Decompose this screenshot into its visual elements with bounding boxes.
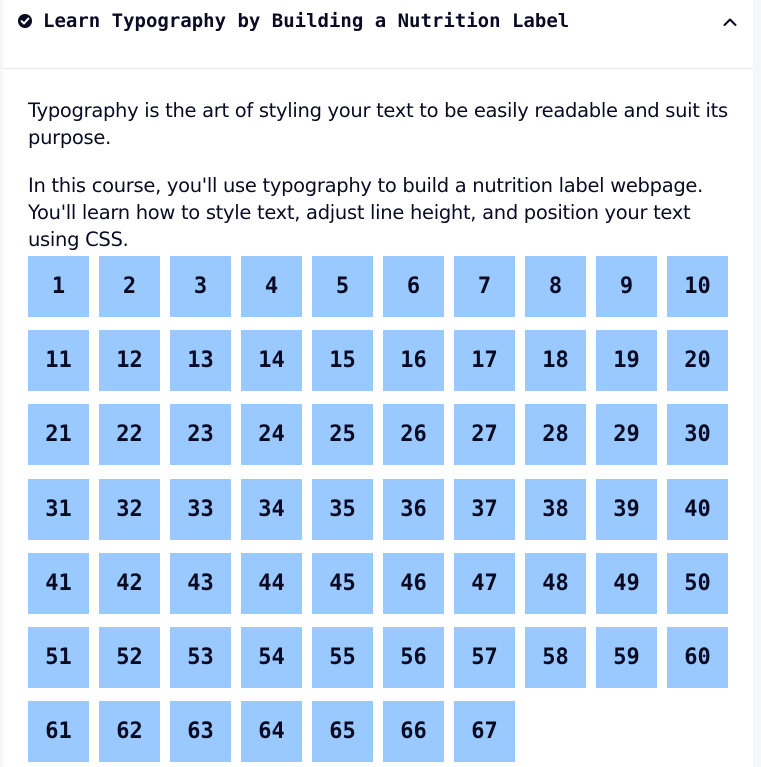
step-button[interactable]: 65 bbox=[312, 701, 373, 762]
step-button[interactable]: 19 bbox=[596, 330, 657, 391]
step-button[interactable]: 35 bbox=[312, 479, 373, 540]
challenge-title[interactable]: Learn Typography by Building a Nutrition Label bbox=[43, 10, 570, 32]
step-button[interactable]: 10 bbox=[667, 256, 728, 317]
step-button[interactable]: 27 bbox=[454, 404, 515, 465]
step-button[interactable]: 30 bbox=[667, 404, 728, 465]
step-button[interactable]: 54 bbox=[241, 627, 302, 688]
step-button[interactable]: 20 bbox=[667, 330, 728, 391]
step-button[interactable]: 46 bbox=[383, 553, 444, 614]
step-button[interactable]: 13 bbox=[170, 330, 231, 391]
step-button[interactable]: 45 bbox=[312, 553, 373, 614]
step-button[interactable]: 33 bbox=[170, 479, 231, 540]
step-button[interactable]: 16 bbox=[383, 330, 444, 391]
step-button[interactable]: 51 bbox=[28, 627, 89, 688]
step-button[interactable]: 7 bbox=[454, 256, 515, 317]
challenge-panel bbox=[3, 0, 753, 767]
step-button[interactable]: 58 bbox=[525, 627, 586, 688]
step-button[interactable]: 3 bbox=[170, 256, 231, 317]
step-button[interactable]: 41 bbox=[28, 553, 89, 614]
step-button[interactable]: 44 bbox=[241, 553, 302, 614]
step-button[interactable]: 6 bbox=[383, 256, 444, 317]
step-button[interactable]: 56 bbox=[383, 627, 444, 688]
step-button[interactable]: 1 bbox=[28, 256, 89, 317]
description-paragraph: In this course, you'll use typography to build a nutrition label webpage. You'll learn how to style text, adjust line height, and position your text using CSS. bbox=[28, 174, 704, 251]
step-button[interactable]: 5 bbox=[312, 256, 373, 317]
step-button[interactable]: 38 bbox=[525, 479, 586, 540]
step-button[interactable]: 60 bbox=[667, 627, 728, 688]
step-grid bbox=[28, 256, 738, 762]
step-button[interactable]: 49 bbox=[596, 553, 657, 614]
step-button[interactable]: 31 bbox=[28, 479, 89, 540]
step-button[interactable]: 2 bbox=[99, 256, 160, 317]
step-button[interactable]: 32 bbox=[99, 479, 160, 540]
step-button[interactable]: 36 bbox=[383, 479, 444, 540]
step-button[interactable]: 26 bbox=[383, 404, 444, 465]
description-paragraph: Typography is the art of styling your text to be easily readable and suit its purpose. bbox=[28, 99, 728, 149]
step-button[interactable]: 52 bbox=[99, 627, 160, 688]
step-button[interactable]: 57 bbox=[454, 627, 515, 688]
chevron-up-icon bbox=[717, 8, 743, 34]
step-button[interactable]: 48 bbox=[525, 553, 586, 614]
step-button[interactable]: 47 bbox=[454, 553, 515, 614]
step-button[interactable]: 25 bbox=[312, 404, 373, 465]
step-button[interactable]: 39 bbox=[596, 479, 657, 540]
step-button[interactable]: 50 bbox=[667, 553, 728, 614]
step-button[interactable]: 23 bbox=[170, 404, 231, 465]
step-button[interactable]: 28 bbox=[525, 404, 586, 465]
step-button[interactable]: 63 bbox=[170, 701, 231, 762]
step-button[interactable]: 12 bbox=[99, 330, 160, 391]
step-button[interactable]: 8 bbox=[525, 256, 586, 317]
step-button[interactable]: 11 bbox=[28, 330, 89, 391]
step-button[interactable]: 53 bbox=[170, 627, 231, 688]
step-button[interactable]: 59 bbox=[596, 627, 657, 688]
step-button[interactable]: 40 bbox=[667, 479, 728, 540]
step-button[interactable]: 61 bbox=[28, 701, 89, 762]
step-button[interactable]: 9 bbox=[596, 256, 657, 317]
challenge-header[interactable] bbox=[3, 0, 753, 69]
step-button[interactable]: 55 bbox=[312, 627, 373, 688]
step-button[interactable]: 43 bbox=[170, 553, 231, 614]
step-button[interactable]: 37 bbox=[454, 479, 515, 540]
step-button[interactable]: 29 bbox=[596, 404, 657, 465]
step-button[interactable]: 14 bbox=[241, 330, 302, 391]
step-button[interactable]: 62 bbox=[99, 701, 160, 762]
collapse-button[interactable] bbox=[717, 8, 743, 34]
step-button[interactable]: 18 bbox=[525, 330, 586, 391]
step-button[interactable]: 21 bbox=[28, 404, 89, 465]
step-button[interactable]: 34 bbox=[241, 479, 302, 540]
step-button[interactable]: 66 bbox=[383, 701, 444, 762]
step-button[interactable]: 67 bbox=[454, 701, 515, 762]
step-button[interactable]: 15 bbox=[312, 330, 373, 391]
step-button[interactable]: 24 bbox=[241, 404, 302, 465]
step-button[interactable]: 22 bbox=[99, 404, 160, 465]
check-circle-icon bbox=[18, 14, 32, 28]
step-button[interactable]: 42 bbox=[99, 553, 160, 614]
step-button[interactable]: 64 bbox=[241, 701, 302, 762]
step-button[interactable]: 4 bbox=[241, 256, 302, 317]
step-button[interactable]: 17 bbox=[454, 330, 515, 391]
